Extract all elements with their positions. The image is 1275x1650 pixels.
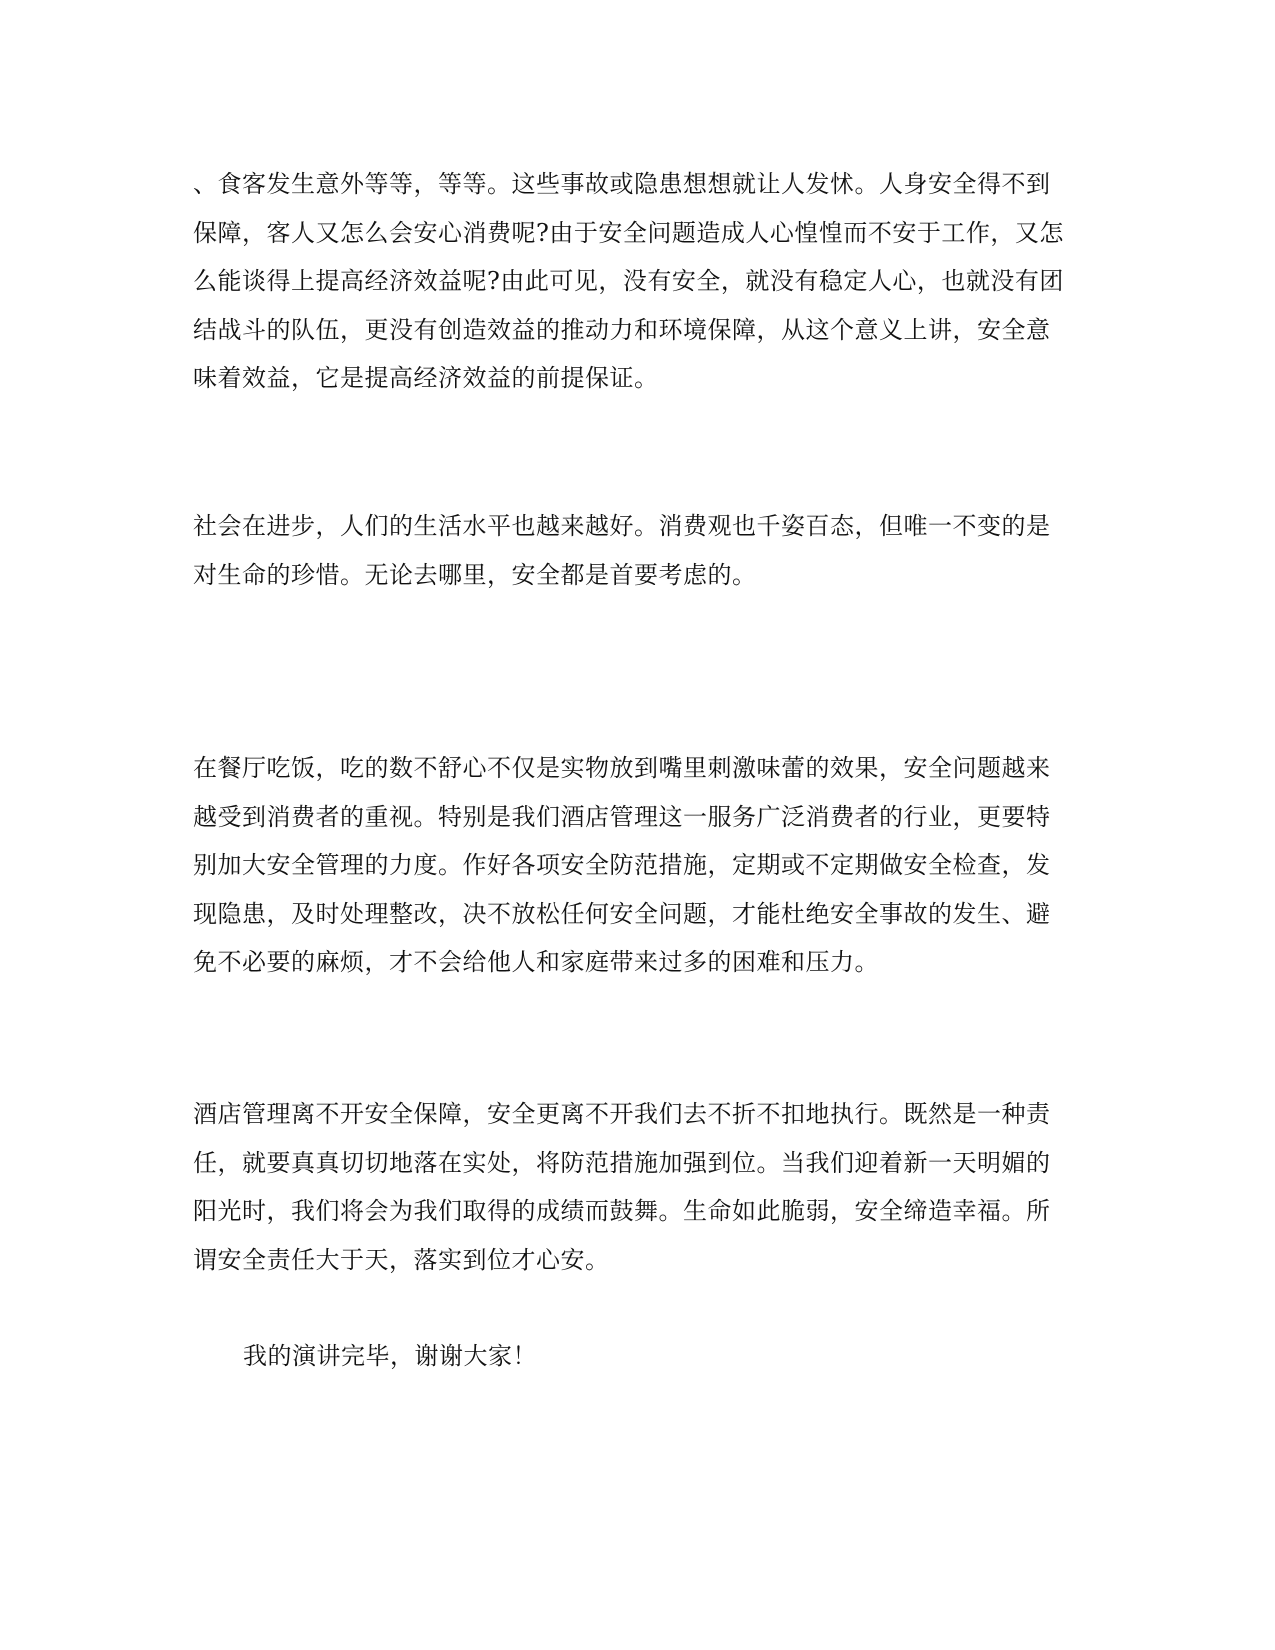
- paragraph-1: [193, 160, 1083, 403]
- text-line: 、食客发生意外等等，等等。这些事故或隐患想想就让人发怵。人身安全得不到: [193, 170, 1051, 198]
- paragraph-3: [193, 744, 1083, 987]
- paragraph-4: [193, 1090, 1083, 1284]
- text-line: 酒店管理离不开安全保障，安全更离不开我们去不折不扣地执行。既然是一种责: [193, 1100, 1051, 1128]
- text-line: 现隐患，及时处理整改，决不放松任何安全问题，才能杜绝安全事故的发生、避: [193, 899, 1051, 928]
- text-line: 别加大安全管理的力度。作好各项安全防范措施，定期或不定期做安全检查，发: [193, 851, 1051, 879]
- text-line: 保障，客人又怎么会安心消费呢?由于安全问题造成人心惶惶而不安于工作，又怎: [193, 218, 1064, 247]
- text-line: 么能谈得上提高经济效益呢?由此可见，没有安全，就没有稳定人心，也就没有团: [193, 267, 1064, 295]
- text-line: 谓安全责任大于天，落实到位才心安。: [193, 1245, 610, 1274]
- text-line: 结战斗的队伍，更没有创造效益的推动力和环境保障，从这个意义上讲，安全意: [193, 315, 1051, 344]
- text-line: 在餐厅吃饭，吃的数不舒心不仅是实物放到嘴里刺激味蕾的效果，安全问题越来: [193, 754, 1051, 782]
- text-line: 越受到消费者的重视。特别是我们酒店管理这一服务广泛消费者的行业，更要特: [193, 802, 1051, 831]
- text-line: 免不必要的麻烦，才不会给他人和家庭带来过多的困难和压力。: [193, 948, 879, 976]
- text-line: 对生命的珍惜。无论去哪里，安全都是首要考虑的。: [193, 560, 757, 589]
- text-line: 阳光时，我们将会为我们取得的成绩而鼓舞。生命如此脆弱，安全缔造幸福。所: [193, 1197, 1051, 1225]
- text-line: 味着效益，它是提高经济效益的前提保证。: [193, 364, 659, 392]
- closing-remark: [243, 1332, 1133, 1381]
- text-line: 任，就要真真切切地落在实处，将防范措施加强到位。当我们迎着新一天明媚的: [193, 1148, 1051, 1177]
- paragraph-2: [193, 502, 1083, 599]
- text-line: 社会在进步，人们的生活水平也越来越好。消费观也千姿百态，但唯一不变的是: [193, 512, 1051, 540]
- text-line: 我的演讲完毕，谢谢大家！: [243, 1342, 537, 1370]
